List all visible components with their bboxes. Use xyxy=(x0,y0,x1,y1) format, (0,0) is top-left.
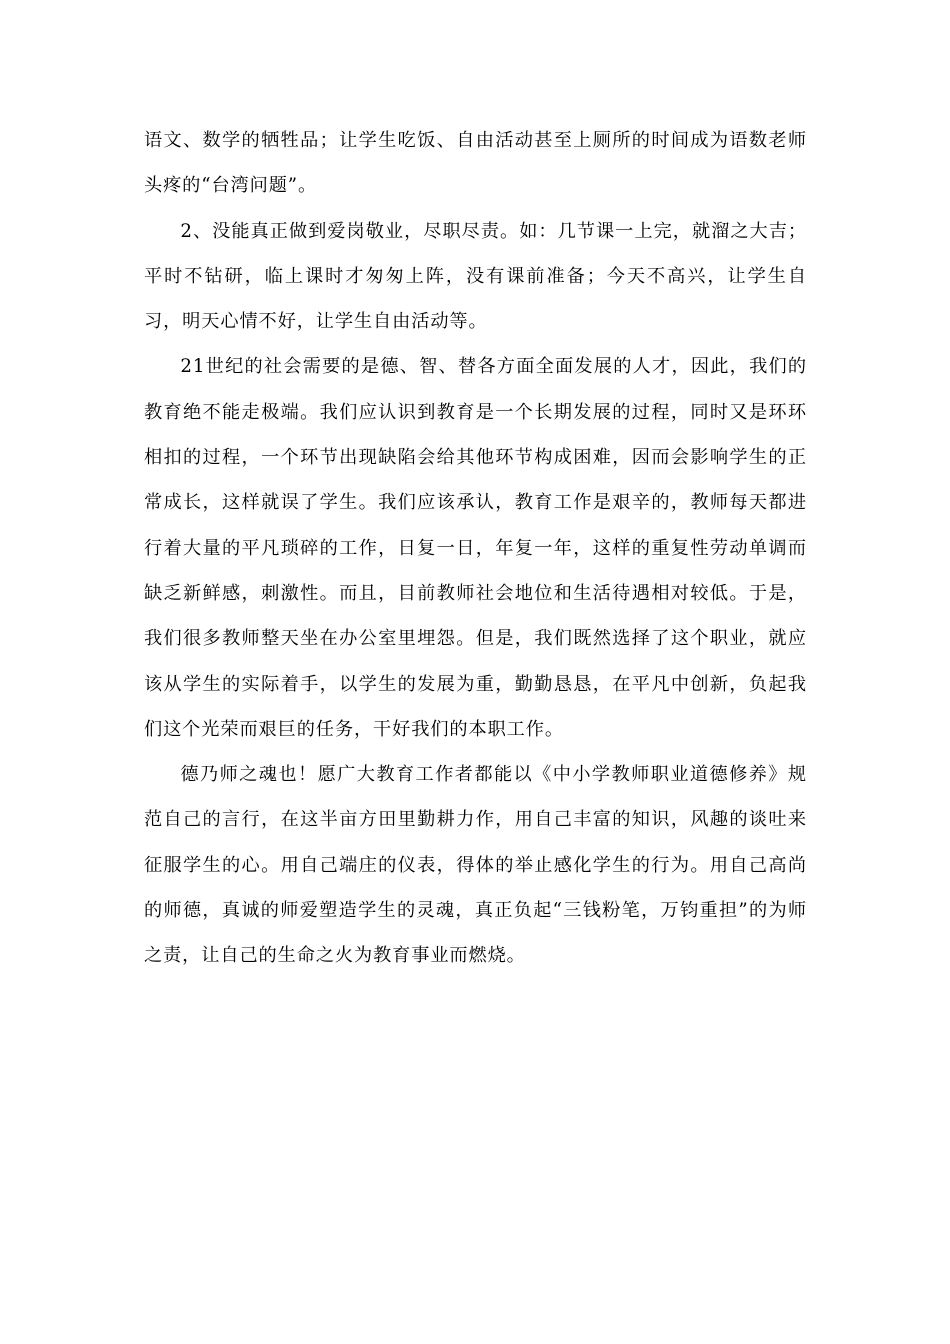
paragraph-21st-century: 21世纪的社会需要的是德、智、替各方面全面发展的人才，因此，我们的教育绝不能走极端。我们应认识到教育是一个长期发展的过程，同时又是环环相扣的过程，一个环节出现缺陷会给其他环节构成困难，因而会影响学生的正常成长，这样就误了学生。我们应该承认，教育工作是艰辛的，教师每天都进行着大量的平凡琐碎的工作，日复一日，年复一年，这样的重复性劳动单调而缺乏新鲜感，刺激性。而且，目前教师社会地位和生活待遇相对较低。于是，我们很多教师整天坐在办公室里埋怨。但是，我们既然选择了这个职业，就应该从学生的实际着手，以学生的发展为重，勤勤恳恳，在平凡中创新，负起我们这个光荣而艰巨的任务，干好我们的本职工作。 xyxy=(144,356,807,740)
document-body xyxy=(144,118,807,979)
paragraph-continuation: 语文、数学的牺牲品；让学生吃饭、自由活动甚至上厕所的时间成为语数老师头疼的“台湾问题”。 xyxy=(144,130,807,197)
paragraph-point-2: 2、没能真正做到爱岗敬业，尽职尽责。如：几节课一上完，就溜之大吉；平时不钻研，临上课时才匆匆上阵，没有课前准备；今天不高兴，让学生自习，明天心情不好，让学生自由活动等。 xyxy=(144,220,807,333)
paragraph-conclusion: 德乃师之魂也！愿广大教育工作者都能以《中小学教师职业道德修养》规范自己的言行，在这半亩方田里勤耕力作，用自己丰富的知识，风趣的谈吐来征服学生的心。用自己端庄的仪表，得体的举止感化学生的行为。用自己高尚的师德，真诚的师爱塑造学生的灵魂，真正负起“三钱粉笔，万钧重担”的为师之责，让自己的生命之火为教育事业而燃烧。 xyxy=(144,764,807,967)
